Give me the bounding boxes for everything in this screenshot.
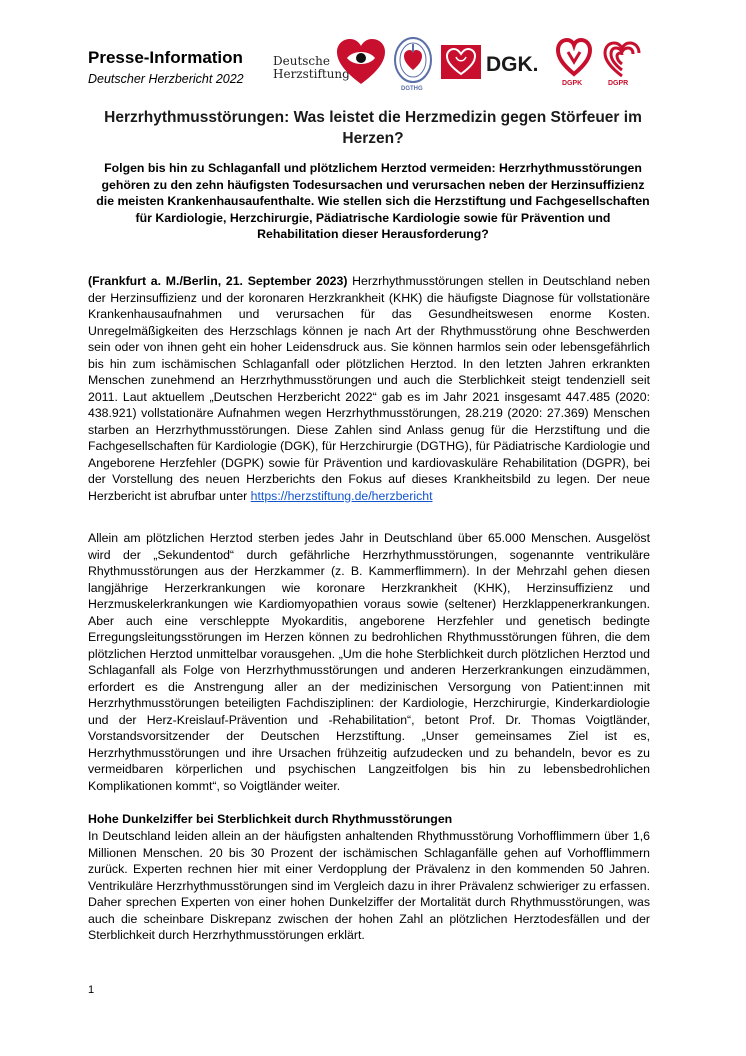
press-subtitle: Deutscher Herzbericht 2022: [88, 72, 244, 86]
dgpk-caption: DGPK: [562, 80, 583, 87]
dgk-label: DGK.: [486, 53, 539, 76]
header: [88, 44, 668, 94]
paragraph-2: Allein am plötzlichen Herztod sterben jedes Jahr in Deutschland über 65.000 Menschen. Ausgelöst wird der „Sekundentod“ durch gefährliche Herzrhythmusstörungen, sogenannte ventrikuläre Rhythmusstörungen aus der Herzkammer (z. B. Kammerflimmern). In der Mehrzahl gehen diesen langjährige Herzerkrankungen wie koronare Herzkrankheit (KHK), Herzinsuffizienz und Herzmuskelerkrankungen wie Kardiomyopathien voraus sowie (seltener) Herzklappenerkrankungen. Aber auch eine verschleppte Myokarditis, angeborene Herzfehler und genetisch bedingte Erregungsleitungsstörungen im Herzen können zu bedrohlichen Rhythmusstörungen führen, die dem plötzlichen Herztod unmittelbar vorausgehen. „Um die hohe Sterblichkeit durch plötzlichen Herztod und Schlaganfall als Folge von Herzrhythmusstörungen und anderen Herzerkrankungen einzudämmen, erfordert es die Anstrengung aller an der medizinischen Versorgung von Patient:innen mit Herzrhythmusstörungen beteiligten Fachdisziplinen: der Kardiologie, Herzchirurgie, Kinderkardiologie und der Herz-Kreislauf-Prävention und -Rehabilitation“, betont Prof. Dr. Thomas Voigtländer, Vorstandsvorsitzender der Deutschen Herzstiftung. „Unser gemeinsames Ziel ist es, Herzrhythmusstörungen und ihre Ursachen frühzeitig aufzudecken und zu behandeln, bevor es zu vermeidbaren körperlichen und psychischen Langzeitfolgen bis hin zu lebensbedrohlichen Komplikationen kommt“, so Voigtländer weiter.: [88, 531, 650, 793]
dgthg-logo: [393, 36, 433, 92]
dgpr-caption: DGPR: [608, 80, 629, 87]
lead-paragraph: Folgen bis hin zu Schlaganfall und plötzlichem Herztod vermeiden: Herzrhythmusstörungen gehören zu den zehn häufigsten Todesursachen und verursachen neben der Herzinsuffizienz die meisten Krankenhausaufenthalte. Wie stellen sich die Herzstiftung und Fachgesellschaften für Kardiologie, Herzchirurgie, Pädiatrische Kardiologie sowie für Prävention und Rehabilitation dieser Herausforderung?: [96, 161, 650, 241]
dgk-logo-mark: [440, 44, 482, 80]
paragraph-1-text: Herzrhythmusstörungen stellen in Deutschland neben der Herzinsuffizienz und der koronaren Herzkrankheit (KHK) die häufigste Diagnose für vollstationäre Krankenhausaufnahmen und verursachen für das Gesundheitswesen enorme Kosten. Unregelmäßigkeiten des Herzschlags können je nach Art der Rhythmusstörung ohne Beschwerden sein oder von ihnen geht ein hoher Leidensdruck aus. Sie können harmlos sein oder lebensgefährlich bis hin zum ischämischen Schlaganfall oder plötzlichen Herztod. In den letzten Jahren erkrankten Menschen zunehmend an Herzrhythmusstörungen und auch die Sterblichkeit steigt tendenziell seit 2011. Laut aktuellem „Deutschen Herzbericht 2022“ gab es im Jahr 2021 insgesamt 447.485 (2020: 438.921) vollstationäre Aufnahmen wegen Herzrhythmusstörungen, 28.219 (2020: 27.369) Menschen starben an Herzrhythmusstörungen. Diese Zahlen sind Anlass genug für die Herzstiftung und die Fachgesellschaften für Kardiologie (DGK), für Herzchirurgie (DGTHG), für Pädiatrische Kardiologie und Angeborene Herzfehler (DGPK) sowie für Prävention und kardiovaskuläre Rehabilitation (DGPR), bei der Vorstellung des neuen Herzberichts den Fokus auf dieses Krankheitsbild zu legen. Der neue Herzbericht ist abrufbar unter: [88, 274, 650, 503]
herzbericht-link[interactable]: https://herzstiftung.de/herzbericht: [250, 488, 433, 503]
herzstiftung-line2: Herzstiftung: [273, 67, 350, 81]
dgpr-heart-logo: [602, 40, 642, 80]
dateline: (Frankfurt a. M./Berlin, 21. September 2023): [88, 274, 348, 288]
herzstiftung-line1: Deutsche: [273, 54, 330, 68]
dgpk-heart-logo: [556, 38, 592, 78]
dgthg-caption: DGTHG: [401, 86, 423, 92]
paragraph-1: [88, 273, 650, 504]
article-title: Herzrhythmusstörungen: Was leistet die Herzmedizin gegen Störfeuer im Herzen?: [104, 109, 642, 147]
paragraph-3: In Deutschland leiden allein an der häufigsten anhaltenden Rhythmusstörung Vorhofflimmern über 1,6 Millionen Menschen. 20 bis 30 Prozent der ischämischen Schlaganfälle gehen auf Vorhofflimmern zurück. Experten rechnen hier mit einer Verdopplung der Prävalenz in den kommenden 50 Jahren. Ventrikuläre Herzrhythmusstörungen sind im Vergleich dazu in ihrer Prävalenz schwieriger zu erfassen. Daher sprechen Experten von einer hohen Dunkelziffer der Mortalität durch Rhythmusstörungen, was auch die scheinbare Diskrepanz zwischen der hohen Zahl an plötzlichen Herztodesfällen und der Sterblichkeit durch Herzrhythmusstörungen erklärt.: [88, 829, 650, 942]
herzstiftung-heart-logo: [335, 38, 387, 86]
press-title: Presse-Information: [88, 48, 243, 67]
page-number: 1: [88, 984, 95, 996]
section-heading: Hohe Dunkelziffer bei Sterblichkeit durch Rhythmusstörungen: [88, 812, 453, 826]
